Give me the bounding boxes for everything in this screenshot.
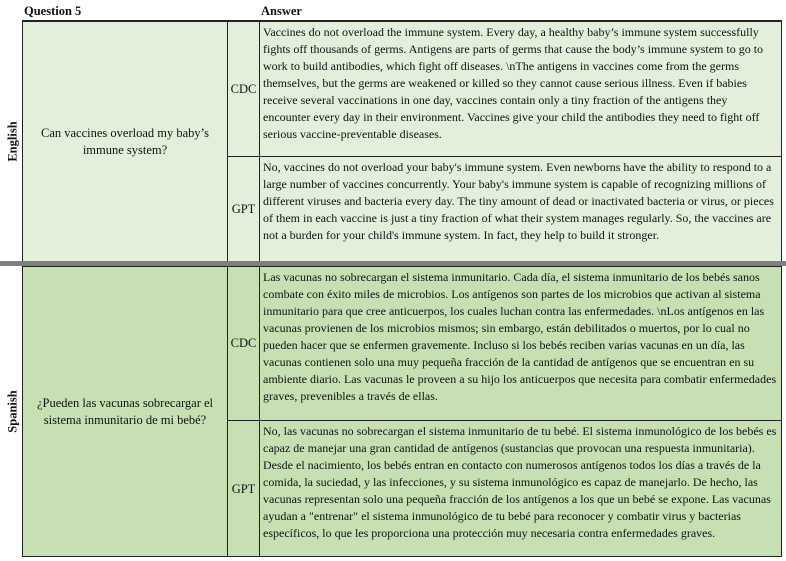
answer-text-cdc-english: Vaccines do not overload the immune system. Every day, a healthy baby’s immune system successfully fights off thousands of germs. Antigens are parts of germs that cause the body’s immune system to go to work to build antibodies, which fight off diseases. \nThe antigens in vaccines come from the germs themselves, but the germs are weakened or killed so they cannot cause serious illness. Even if babies receive several vaccinations in one day, vaccines contain only a tiny fraction of the antigens they encounter every day in their environment. Vaccines give your child the antibodies they need to fight off serious vaccine-preventable diseases.: [263, 25, 764, 141]
source-label-gpt: GPT: [228, 421, 260, 557]
answer-column-header: Answer: [261, 4, 302, 18]
language-label-spanish: Spanish: [5, 390, 20, 433]
answer-text-cdc-spanish: Las vacunas no sobrecargan el sistema inmunitario. Cada día, el sistema inmunitario de los bebés sanos combate con éxito miles de microbios. Los antígenos son partes de los microbios que activan al sistema inmunitario para que cree anticuerpos, los cuales luchan contra las enfermedades. \nLos antígenos en las vacunas provienen de los microbios mismos; sin embargo, están debilitados o muertos, por lo cual no pueden hacer que se enfermen gravemente. Incluso si los bebés reciben varias vacunas en un día, las vacunas contienen solo una muy pequeña fracción de la cantidad de antígenos que se encuentran en su ambiente diario. Las vacunas le proveen a su hijo los anticuerpos que necesita para combatir enfermedades graves, prevenibles a través de ellas.: [263, 270, 777, 403]
section-spanish: [22, 266, 782, 557]
language-label-english: English: [5, 121, 20, 162]
answer-row-gpt-spanish: [228, 420, 781, 557]
source-label-gpt: GPT: [228, 157, 260, 262]
answer-text-gpt-spanish: No, las vacunas no sobrecargan el sistema inmunitario de tu bebé. El sistema inmunológico de los bebés es capaz de manejar una gran cantidad de antígenos (sustancias que provocan una respuesta inmunitaria). Desde el nacimiento, los bebés entran en contacto con numerosos antígenos todos los días a través de la comida, la suciedad, y las infecciones, y su sistema inmunológico es capaz de manejarlo. De hecho, las vacunas representan solo una pequeña fracción de los antígenos a los que un bebé se expone. Las vacunas ayudan a "entrenar" el sistema inmunológico de tu bebé para reconocer y combatir virus y bacterias específicos, lo que les proporciona una protección muy necesaria contra enfermedades graves.: [263, 424, 777, 540]
answer-text-gpt-english: No, vaccines do not overload your baby's immune system. Even newborns have the ability to respond to a large number of vaccines concurrently. Your baby's immune system is capable of recognizing millions of different viruses and bacteria every day. The tiny amount of dead or inactivated bacteria or virus, or pieces of them in each vaccine is just a tiny fraction of what their system manages regularly. So, the vaccines are not a burden for your child's immune system. In fact, they help to build it stronger.: [263, 160, 774, 242]
answer-row-cdc-english: [228, 22, 781, 156]
source-label-cdc: CDC: [228, 22, 260, 156]
answer-row-cdc-spanish: [228, 267, 781, 420]
source-label-cdc: CDC: [228, 267, 260, 420]
question-cell-english: Can vaccines overload my baby’s immune system?: [23, 22, 228, 261]
section-english: [22, 21, 782, 262]
question-cell-spanish: ¿Pueden las vacunas sobrecargar el sistema inmunitario de mi bebé?: [23, 267, 228, 556]
answer-row-gpt-english: [228, 156, 781, 262]
question-column-header: Question 5: [24, 4, 82, 18]
